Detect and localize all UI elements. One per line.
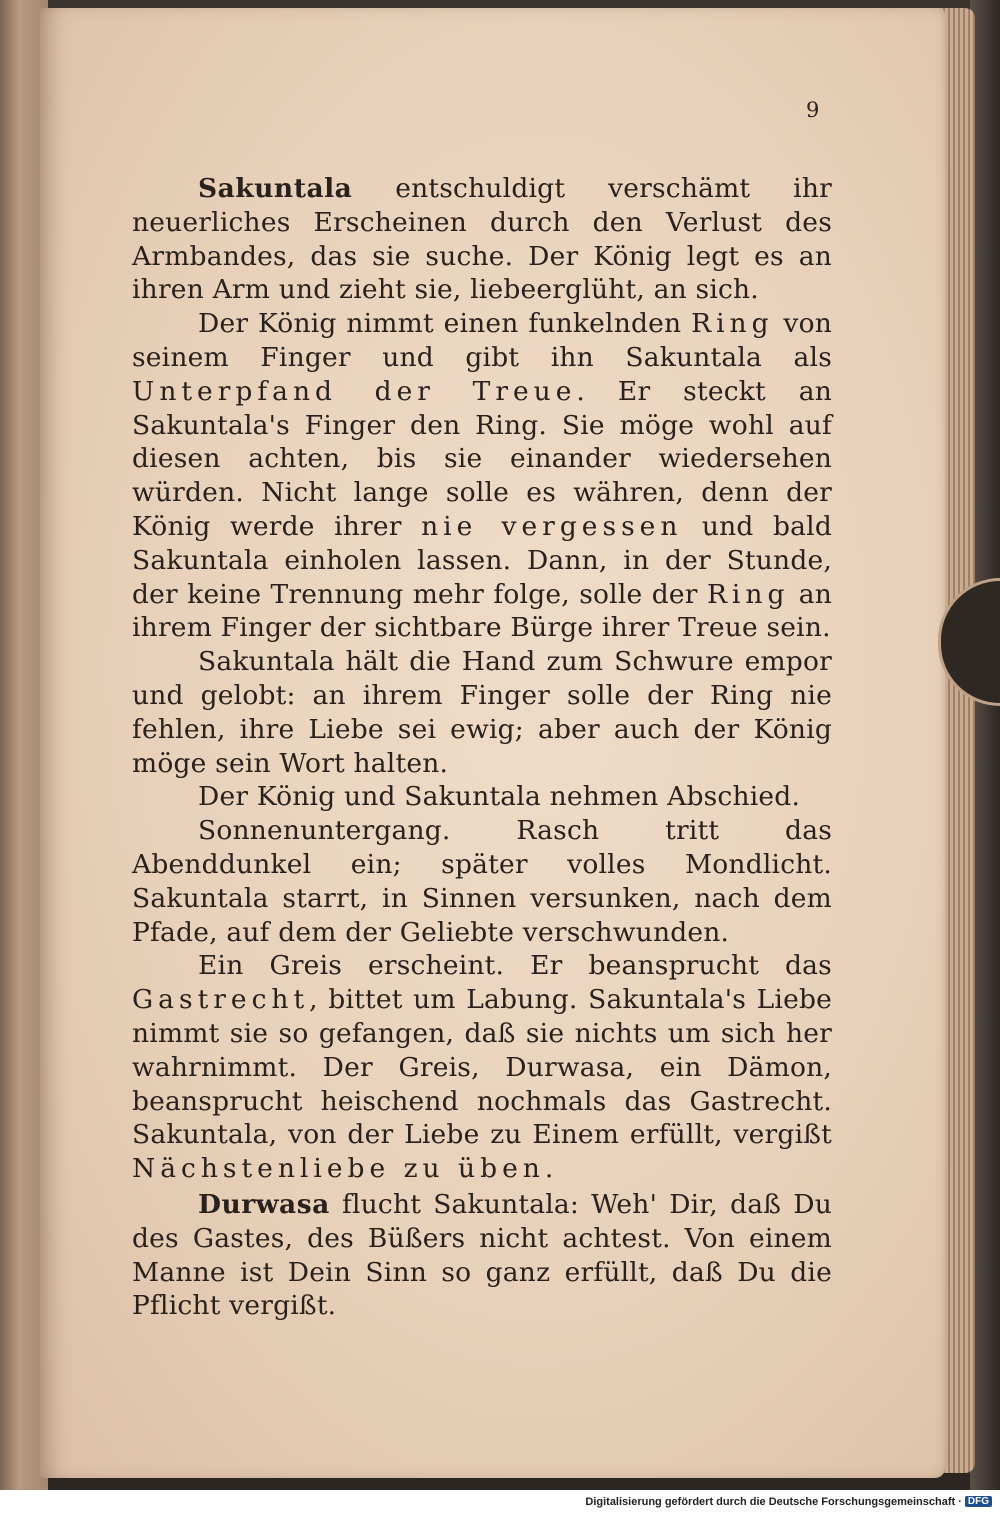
paragraph-text: entschuldigt verschämt ihr neuerliches Erscheinen durch den Verlust des Armbandes, das sie suche. Der König legt es an ihren Arm und zieht sie, liebeerglüht, an sich. — [132, 173, 832, 306]
paragraph-4: Der König und Sakuntala nehmen Abschied. — [198, 781, 801, 813]
paragraph-text: von seinem Finger und gibt ihn Sakuntala als — [132, 308, 832, 373]
paragraph-text: und bald Sakuntala einholen lassen. Dann, in der Stunde, der keine Trennung mehr folge, solle der — [132, 510, 832, 610]
page-number: 9 — [806, 98, 820, 122]
emphasis-text: Ring — [706, 578, 790, 610]
page-text — [132, 172, 832, 1323]
emphasis-text: nie vergessen — [421, 510, 683, 542]
dfg-logo: DFG — [965, 1496, 992, 1507]
paragraph-text: an ihrem Finger der sichtbare Bürge ihrer Treue sein. — [132, 578, 833, 644]
paragraph-1 — [132, 172, 832, 307]
paragraph-2 — [132, 307, 832, 645]
funding-credit-text: Digitalisierung gefördert durch die Deutsche Forschungsgemeinschaft · — [585, 1496, 962, 1508]
paragraph-text: Ein Greis erscheint. Er beansprucht das — [198, 950, 832, 982]
emphasis-text: Unterpfand der Treue — [132, 375, 577, 407]
paragraph-5: Sonnenuntergang. Rasch tritt das Abenddunkel ein; später volles Mondlicht. Sakuntala starrt, in Sinnen versunken, nach dem Pfade, auf dem der Geliebte verschwunden. — [132, 815, 832, 948]
paragraph-6 — [132, 949, 832, 1186]
paragraph-3: Sakuntala hält die Hand zum Schwure empor und gelobt: an ihrem Finger solle der Ring nie fehlen, ihre Liebe sei ewig; aber auch der König möge sein Wort halten. — [132, 646, 832, 779]
paragraph-text: , bittet um Labung. Sakuntala's Liebe nimmt sie so gefangen, daß sie nichts um sich her wahrnimmt. Der Greis, Durwasa, ein Dämon, beansprucht heischend nochmals das Gastrecht. Sakuntala, von der Liebe zu Einem erfüllt, vergißt — [132, 984, 832, 1151]
emphasis-text: Gastrecht — [132, 984, 310, 1016]
funding-credit — [585, 1496, 992, 1508]
speaker-name: Durwasa — [198, 1188, 330, 1220]
paragraph-text: flucht Sakuntala: Weh' Dir, daß Du des Gastes, des Büßers nicht achtest. Von einem Manne ist Dein Sinn so ganz erfüllt, daß Du die Pflicht vergißt. — [132, 1188, 832, 1322]
speaker-name: Sakuntala — [198, 173, 353, 204]
paragraph-text: . — [544, 1153, 554, 1185]
paragraph-7 — [132, 1188, 832, 1323]
paragraph-text: . Er steckt an Sakuntala's Finger den Ring. Sie möge wohl auf diesen achten, bis sie einander wiedersehen würden. Nicht lange solle es währen, denn der König werde ihrer — [132, 375, 832, 542]
emphasis-text: Ring — [691, 308, 774, 340]
paragraph-text: Der König nimmt einen funkelnden — [198, 308, 692, 340]
emphasis-text: Nächstenliebe zu üben — [132, 1153, 545, 1185]
